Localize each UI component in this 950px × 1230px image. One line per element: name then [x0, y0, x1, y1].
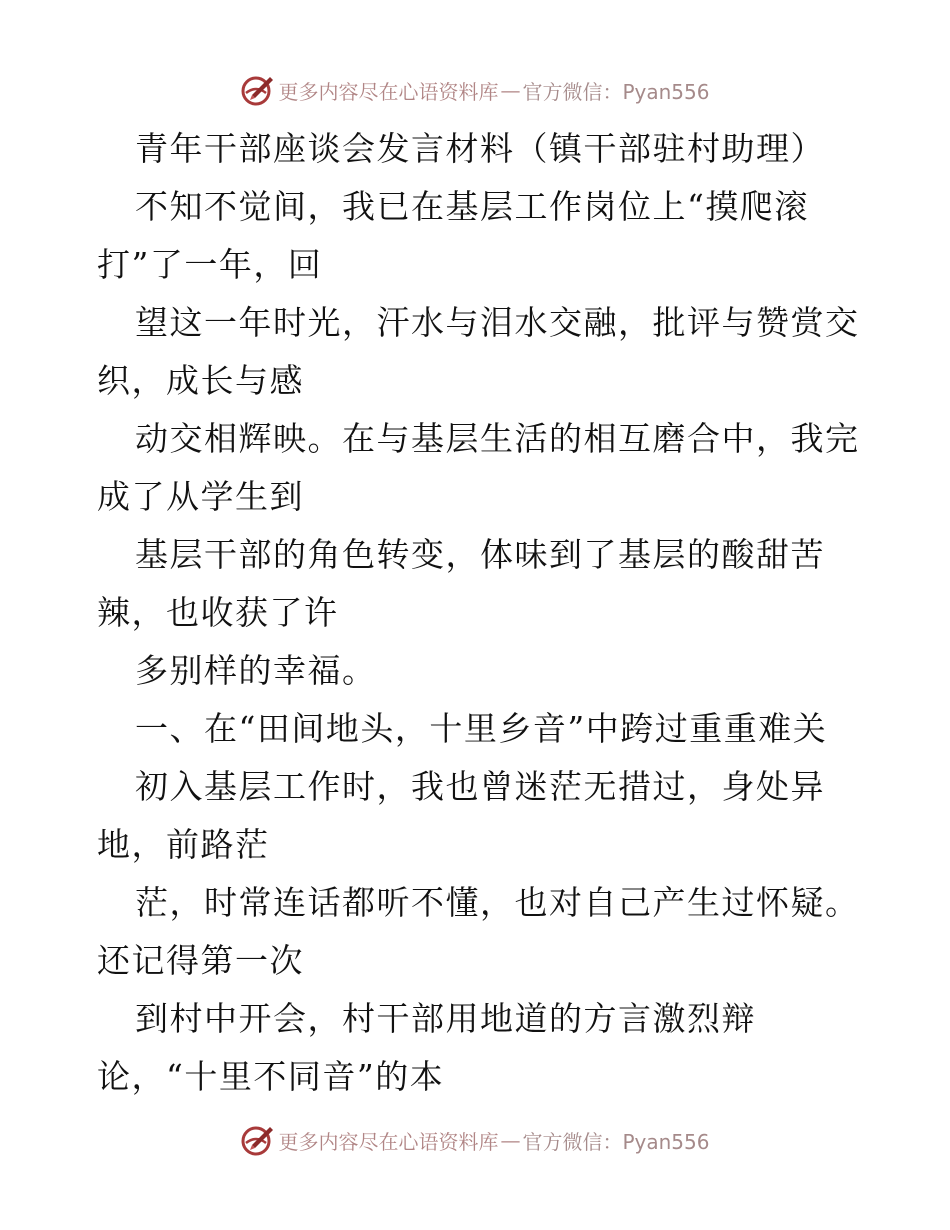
watermark-wechat: 官方微信：Pyan556 [522, 79, 710, 104]
watermark-separator: — [500, 1128, 521, 1152]
watermark-text: 更多内容尽在心语资料库 [278, 79, 499, 104]
text-line: 论，“十里不同音”的本 [97, 1057, 445, 1096]
text-line: 还记得第一次 [97, 941, 304, 980]
text-line: 不知不觉间，我已在基层工作岗位上“摸爬滚 [135, 187, 809, 226]
text-line: 织，成长与感 [97, 361, 304, 400]
text-line: 望这一年时光，汗水与泪水交融，批评与赞赏交 [135, 303, 860, 342]
text-line: 基层干部的角色转变，体味到了基层的酸甜苦 [135, 535, 825, 574]
text-line: 成了从学生到 [97, 477, 304, 516]
text-line: 地，前路茫 [97, 825, 270, 864]
watermark-banner-bottom [0, 1122, 950, 1158]
text-line: 辣，也收获了许 [97, 593, 339, 632]
text-line: 初入基层工作时，我也曾迷茫无措过，身处异 [135, 767, 825, 806]
book-pen-logo-icon [240, 1123, 274, 1157]
watermark-wechat: 官方微信：Pyan556 [522, 1129, 710, 1154]
watermark-separator: — [500, 78, 521, 102]
text-line: 多别样的幸福。 [135, 651, 377, 690]
document-title: 青年干部座谈会发言材料（镇干部驻村助理） [135, 129, 825, 168]
watermark-banner-top [0, 72, 950, 108]
watermark-text: 更多内容尽在心语资料库 [278, 1129, 499, 1154]
text-line: 茫，时常连话都听不懂，也对自己产生过怀疑。 [135, 883, 860, 922]
document-body [97, 120, 860, 1106]
text-line: 打”了一年，回 [97, 245, 323, 284]
text-line: 动交相辉映。在与基层生活的相互磨合中，我完 [135, 419, 860, 458]
text-line: 到村中开会，村干部用地道的方言激烈辩 [135, 999, 756, 1038]
section-heading: 一、在“田间地头，十里乡音”中跨过重重难关 [135, 709, 828, 748]
book-pen-logo-icon [240, 73, 274, 107]
